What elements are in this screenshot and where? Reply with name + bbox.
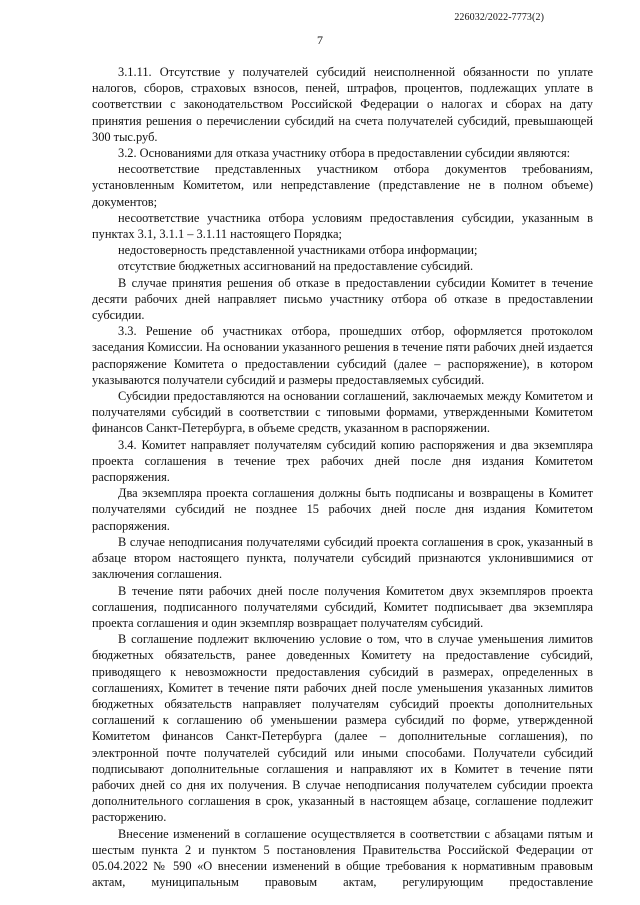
paragraph: отсутствие бюджетных ассигнований на предоставление субсидий. [118, 259, 474, 274]
paragraph: Два экземпляра проекта соглашения должны быть подписаны и возвращены в Комитет получателями субсидий не позднее 15 рабочих дней после дня издания Комитетом распоряжения. [92, 486, 593, 533]
paragraph: В соглашение подлежит включению условие о том, что в случае уменьшения лимитов бюджетных обязательств, ранее доведенных Комитету на предоставление субсидий, приводящего к невозможности предоставления субсидий в размерах, определенных в соглашениях, Комитет в течение пяти рабочих дней после уменьшения указанных лимитов бюджетных обязательств направляет получателям субсидий проекты дополнительных соглашений к соглашению об уменьшении размера субсидий по форме, утвержденной Комитетом финансов Санкт-Петербурга (далее – дополнительные соглашения), по электронной почте получателей субсидий или иными способами. Получатели субсидий подписывают дополнительные соглашения и направляют их в Комитет в течение пяти рабочих дней со дня их получения. В случае неподписания получателем субсидии проекта дополнительного соглашения в срок, указанный в настоящем абзаце, соглашение подлежит расторжению. [92, 632, 593, 825]
paragraph: недостоверность представленной участниками отбора информации; [118, 243, 478, 258]
document-body [92, 64, 593, 890]
paragraph: 3.4. Комитет направляет получателям субсидий копию распоряжения и два экземпляра проекта соглашения в течение трех рабочих дней после дня издания Комитетом распоряжения. [92, 437, 593, 485]
page-number: 7 [317, 33, 323, 47]
paragraph: 3.3. Решение об участниках отбора, прошедших отбор, оформляется протоколом заседания Комиссии. На основании указанного решения в течение пяти рабочих дней издается распоряжение Комитета о предоставлении субсидий (далее – распоряжение), в котором указываются получатели субсидий и размеры предоставляемых субсидий. [92, 324, 593, 387]
paragraph: несоответствие представленных участником отбора документов требованиям, установленным Комитетом, или непредставление (представление не в полном объеме) документов; [92, 162, 593, 209]
paragraph: В течение пяти рабочих дней после получения Комитетом двух экземпляров проекта соглашения, подписанного получателями субсидий, Комитет подписывает два экземпляра проекта соглашения и один экземпляр возвращает получателям субсидий. [92, 583, 593, 630]
paragraph: Субсидии предоставляются на основании соглашений, заключаемых между Комитетом и получателями субсидий в соответствии с типовыми формами, утвержденными Комитетом финансов Санкт-Петербурга, в объеме средств, указанном в распоряжении. [92, 389, 593, 436]
paragraph: В случае неподписания получателями субсидий проекта соглашения в срок, указанный в абзаце втором настоящего пункта, получатели субсидий признаются уклонившимися от заключения соглашения. [92, 534, 593, 582]
paragraph: 3.1.11. Отсутствие у получателей субсидий неисполненной обязанности по уплате налогов, сборов, страховых взносов, пеней, штрафов, процентов, подлежащих уплате в соответствии с законодательством Российской Федерации о налогах и сборах на дату принятия решения о перечислении субсидий на счета получателей субсидий, превышающей 300 тыс.руб. [92, 65, 593, 144]
document-id: 226032/2022-7773(2) [454, 12, 544, 23]
paragraph: 3.2. Основаниями для отказа участнику отбора в предоставлении субсидии являются: [118, 146, 571, 161]
paragraph: несоответствие участника отбора условиям предоставления субсидии, указанным в пунктах 3.1, 3.1.1 – 3.1.11 настоящего Порядка; [92, 210, 593, 242]
paragraph: В случае принятия решения об отказе в предоставлении субсидии Комитет в течение десяти рабочих дней направляет письмо участнику отбора об отказе в предоставлении субсидии. [92, 275, 593, 323]
paragraph: Внесение изменений в соглашение осуществляется в соответствии с абзацами пятым и шестым пункта 2 и пунктом 5 постановления Правительства Российской Федерации от 05.04.2022 № 590 «О внесении изменений в общие требования к нормативным правовым актам, муниципальным правовым актам, регулирующим предоставление [92, 826, 593, 890]
